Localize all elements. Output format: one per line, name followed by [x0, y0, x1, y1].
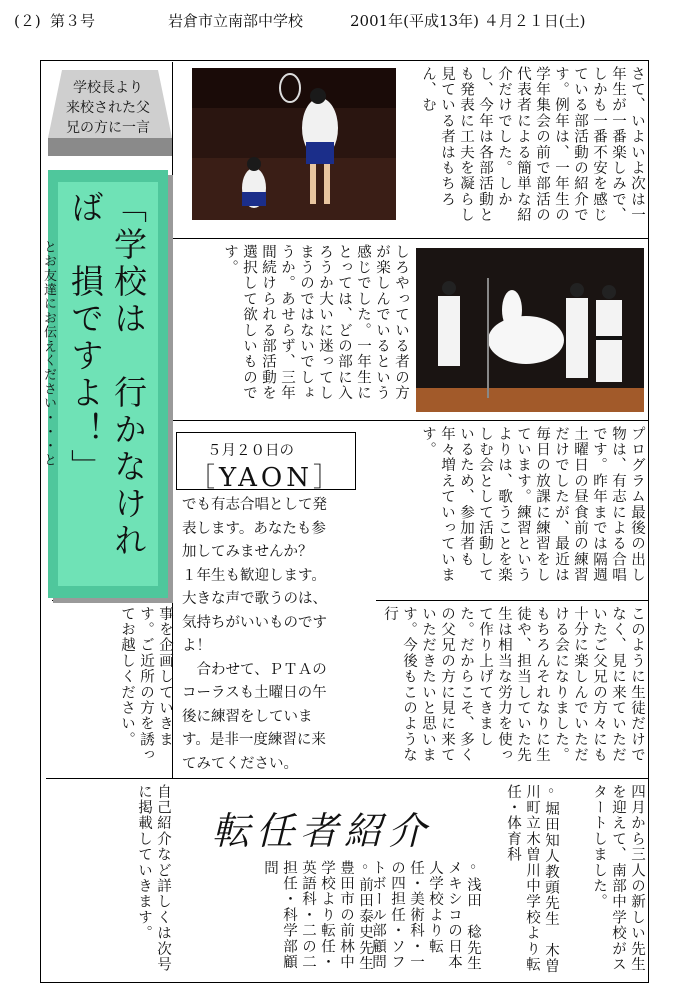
yaon-line: 大きな声で歌うのは、 [182, 591, 327, 607]
intro-teacher-maeda: ◦前田泰史先生 豊田市の前林中学校より転任・英語科・二の二担任・科学部顧問 [262, 860, 373, 988]
issue-number: 第３号 [50, 12, 96, 30]
divider [172, 420, 648, 421]
slogan-subtext: とお友達にお伝えください・・・と [41, 240, 56, 468]
issue-date: 2001年(平成13年) ４月２１日(土) [350, 12, 586, 30]
label-line: 兄の方に一言 [66, 120, 150, 136]
label-line: 来校された父 [66, 100, 150, 116]
slogan-box [48, 170, 168, 598]
school-name: 岩倉市立南部中学校 [168, 12, 304, 30]
yaon-line: コーラスも土曜日の午 [182, 685, 327, 701]
intro-teacher-asada: ◦浅田 稔先生 メキシコの日本人学校より転任・美術科・一の四担任・ソフトボール部顧問 [370, 860, 481, 988]
tennis-photo [192, 68, 396, 220]
principal-label [52, 78, 164, 138]
yaon-line: １年生も歓迎します。 [182, 567, 326, 584]
yaon-line: 合わせて、ＰＴＡの [182, 661, 327, 678]
yaon-heading-box [176, 432, 356, 493]
divider [46, 778, 648, 779]
label-line: 学校長より [73, 80, 143, 96]
intro-closing: 自己紹介など詳しくは次号に掲載していきます。 [136, 784, 171, 973]
yaon-body [182, 494, 358, 776]
yaon-line: でも有志合唱として発 [182, 497, 327, 513]
article-clubs-2: しろやっている者の方が楽しんでいるという感じでした。一年生にとっては、どの部に入ろうか大いに迷ってしまうのではないでしょうか。あせらず、三年間続けられる部活動を選択して欲しいものです。 [222, 244, 409, 401]
yaon-line: 加してみませんか？ [182, 544, 313, 560]
yaon-line: 後に練習をしていま [182, 708, 313, 725]
divider [376, 600, 648, 601]
page-number: (２) [14, 12, 41, 30]
intro-lead: 四月から三人の新しい先生を迎えて、南部中学校がスタートしました。 [591, 784, 645, 973]
yaon-line: 気持ちがいいものです [182, 614, 327, 631]
article-chorus: プログラム最後の出し物は、有志による合唱です。昨年までは隔週土曜日の昼食前の練習だけでしたが、最近は毎日の放課に練習をしています。練習というよりは、歌うことを楽しむ会として活動しているため、参加者も年々増えていっています。 [420, 426, 645, 583]
intro-teacher-hotta: ◦堀田知人教頭先生 木曽川町立木曽川中学校より転任・体育科 [505, 784, 559, 974]
divider [172, 238, 648, 239]
article-closing: 事を企画していきます。ご近所の方を誘ってお越しください。 [119, 606, 173, 763]
intro-title: 転任者紹介 [212, 809, 433, 853]
article-summary: このように生徒だけでなく、見に来ていただいたご父兄の方々にも十分に楽しんでいただける会になりました。もちろんそれなりに生徒や、担当していた先生は相当な労力を使って作り上げてきました。だからこそ、多くの父兄の方に見に来ていただきたいと思います。今後もこのような行 [382, 606, 645, 763]
yaon-line: す。是非一度練習に来 [182, 732, 326, 748]
yaon-title: ［YAON］ [189, 463, 343, 493]
yaon-line: 表します。あなたも参 [182, 520, 326, 537]
yaon-date: ５月２０日の [207, 443, 294, 459]
article-clubs-1: さて、いよいよ次は一年生が一番楽しみで、しかも一番不安を感じている部活動の紹介です。例年は、一年生の学年集会の前で部活の代表者による簡単な紹介だけでした。しかし、今年は各部活動とも発表に工夫を凝らし見ている者はもちろん、む [420, 66, 645, 223]
divider [52, 600, 172, 601]
yaon-announcement [176, 432, 356, 772]
yaon-line: よ！ [182, 638, 211, 654]
judo-photo [416, 248, 644, 412]
yaon-line: てみてください。 [182, 755, 298, 772]
slogan-text: 「学校は 行かなければ 損ですよ！」 [66, 190, 148, 560]
page-header [14, 10, 664, 34]
